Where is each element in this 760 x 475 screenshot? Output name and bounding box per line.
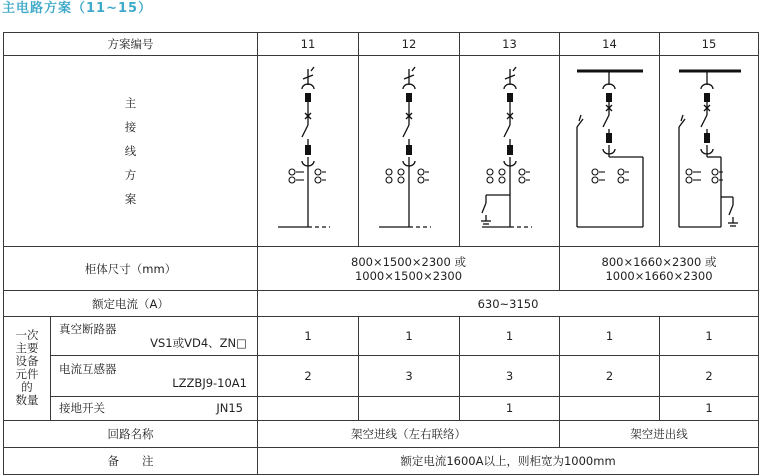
scheme-number-12: 12	[359, 33, 460, 56]
rated-current-row	[4, 291, 759, 317]
breaker-model: VS1或VD4、ZN□	[150, 336, 247, 351]
ct-row	[4, 356, 759, 396]
header-row	[4, 33, 759, 56]
breaker-count-13: 1	[460, 317, 560, 356]
earth-switch-count-15: 1	[660, 396, 759, 420]
cabinet-size-row	[4, 246, 759, 290]
breaker-cell	[51, 317, 258, 356]
breaker-count-12: 1	[359, 317, 460, 356]
circuit-name-group1: 架空进线（左右联络）	[258, 420, 560, 447]
ct-name: 电流互感器	[59, 362, 117, 376]
ct-cell	[51, 356, 258, 396]
circuit-diagram-15	[661, 57, 758, 245]
earth-switch-count-13: 1	[460, 396, 560, 420]
scheme-number-11: 11	[258, 33, 359, 56]
wiring-row	[4, 56, 759, 247]
remarks-value: 额定电流1600A以上，则柜宽为1000mm	[258, 447, 759, 474]
wiring-diagram-14	[560, 56, 660, 247]
wiring-diagram-11	[258, 56, 359, 247]
circuit-diagram-12	[359, 57, 459, 245]
scheme-number-14: 14	[560, 33, 660, 56]
breaker-row	[4, 317, 759, 356]
circuit-name-group2: 架空进出线	[560, 420, 759, 447]
wiring-label-char: 接	[124, 120, 137, 135]
wiring-label-char: 线	[124, 144, 137, 159]
breaker-count-14: 1	[560, 317, 660, 356]
wiring-label	[4, 56, 258, 247]
circuit-name-row	[4, 420, 759, 447]
wiring-diagram-13	[460, 56, 560, 247]
category-line: 一次	[15, 328, 39, 343]
scheme-number-15: 15	[660, 33, 759, 56]
wiring-diagram-15	[660, 56, 759, 247]
cabinet-size-line: 1000×1500×2300	[354, 268, 463, 283]
ct-count-12: 3	[359, 356, 460, 396]
remarks-label: 备 注	[4, 447, 258, 474]
ct-count-13: 3	[460, 356, 560, 396]
cabinet-size-label: 柜体尺寸（mm）	[4, 246, 258, 290]
earth-switch-count-11	[258, 396, 359, 420]
page-title: 主电路方案（11~15）	[2, 1, 153, 16]
category-line: 主要	[15, 341, 39, 356]
wiring-label-char: 主	[124, 96, 137, 111]
category-line: 的	[21, 380, 33, 395]
earth-switch-row	[4, 396, 759, 420]
equipment-category	[4, 317, 51, 420]
cabinet-size-line: 800×1660×2300 或	[601, 254, 717, 269]
scheme-table	[3, 32, 759, 475]
wiring-label-char: 案	[124, 192, 137, 207]
circuit-name-label: 回路名称	[4, 420, 258, 447]
earth-switch-name: 接地开关	[59, 401, 105, 416]
earth-switch-model: JN15	[216, 401, 243, 416]
earth-switch-count-12	[359, 396, 460, 420]
header-label: 方案编号	[4, 33, 258, 56]
category-line: 数量	[15, 393, 39, 408]
circuit-diagram-14	[561, 57, 659, 245]
cabinet-size-line: 1000×1660×2300	[605, 268, 713, 283]
cabinet-size-line: 800×1500×2300 或	[351, 254, 466, 269]
ct-count-15: 2	[660, 356, 759, 396]
wiring-diagram-12	[359, 56, 460, 247]
earth-switch-count-14	[560, 396, 660, 420]
breaker-name: 真空断路器	[59, 322, 117, 337]
ct-model: LZZBJ9-10A1	[172, 376, 247, 390]
scheme-number-13: 13	[460, 33, 560, 56]
ct-count-14: 2	[560, 356, 660, 396]
remarks-row	[4, 447, 759, 474]
circuit-diagram-13	[460, 57, 560, 245]
rated-current-label: 额定电流（A）	[4, 291, 258, 317]
earth-switch-cell	[51, 396, 258, 420]
category-line: 元件	[15, 367, 39, 382]
wiring-label-char: 方	[124, 168, 137, 183]
cabinet-size-group1	[258, 246, 560, 290]
cabinet-size-group2	[560, 246, 759, 290]
circuit-diagram-11	[258, 57, 358, 245]
rated-current-value: 630~3150	[258, 291, 759, 317]
category-line: 设备	[15, 354, 39, 369]
breaker-count-11: 1	[258, 317, 359, 356]
breaker-count-15: 1	[660, 317, 759, 356]
ct-count-11: 2	[258, 356, 359, 396]
